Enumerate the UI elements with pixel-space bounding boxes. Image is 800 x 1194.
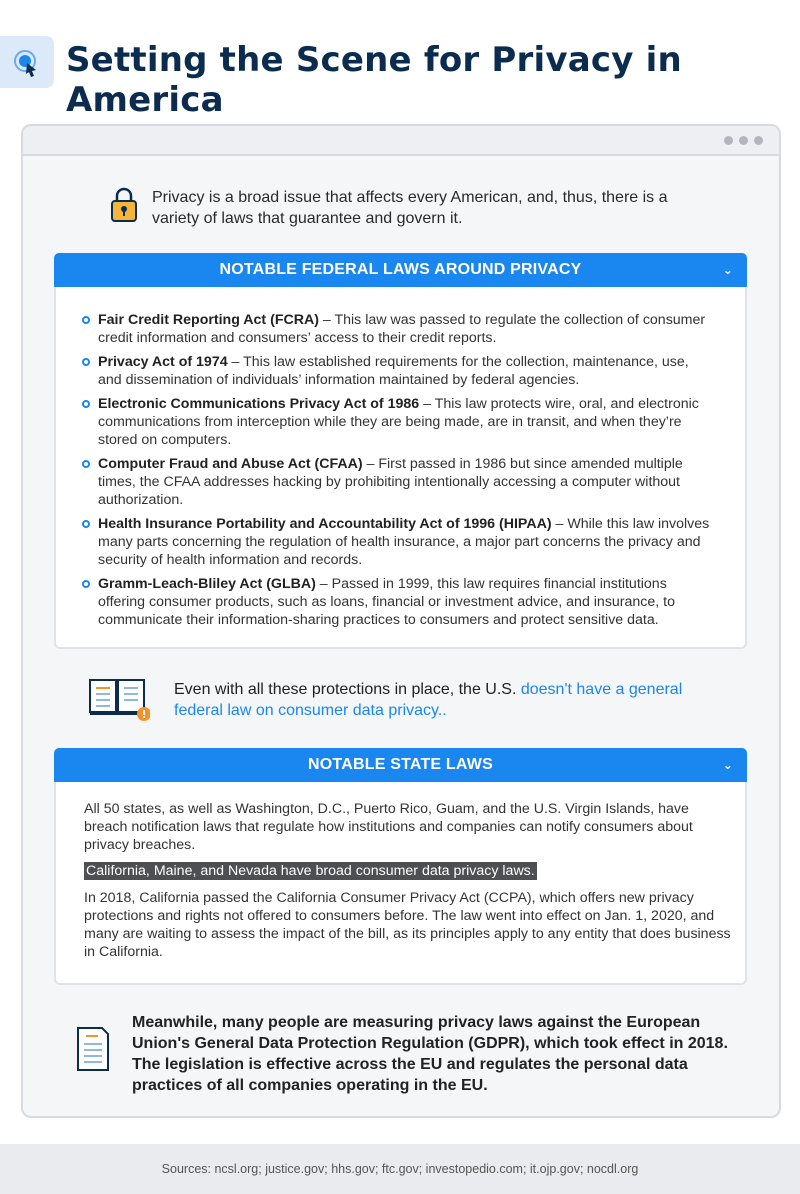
window-dot-icon (724, 136, 733, 145)
highlighted-statement: California, Maine, and Nevada have broad consumer data privacy laws. (86, 863, 535, 879)
federal-laws-panel (54, 253, 747, 649)
federal-law-item (82, 353, 712, 389)
law-description: – First passed in 1986 but since amended multiple times, the CFAA addresses hacking by prohibiting intentionally accessing a computer without authorization. (98, 456, 683, 508)
intro-text: Privacy is a broad issue that affects every American, and, thus, there is a variety of laws that guarantee and govern it. (152, 189, 668, 227)
law-description: – While this law involves many parts concerning the regulation of health insurance, a major part concerns the privacy and security of health information and records. (98, 516, 710, 568)
law-name: Privacy Act of 1974 (98, 354, 228, 370)
page-title: Setting the Scene for Privacy in America (66, 40, 682, 120)
bullet-icon (82, 580, 90, 588)
state-laws-heading: NOTABLE STATE LAWS (308, 756, 493, 773)
padlock-icon (109, 186, 139, 224)
cursor-click-icon (0, 36, 54, 88)
bullet-icon (82, 520, 90, 528)
federal-law-item (82, 395, 712, 449)
bullet-icon (82, 400, 90, 408)
state-laws-body (84, 800, 734, 961)
document-icon (76, 1024, 110, 1072)
callout-link[interactable]: doesn't have a general federal law on consumer data privacy.. (174, 681, 683, 719)
state-laws-panel (54, 748, 747, 985)
breach-notification-paragraph: All 50 states, as well as Washington, D.C., Puerto Rico, Guam, and the U.S. Virgin Islands, have breach notification laws that regulate how institutions and companies can notify consumers about privacy breaches. (84, 801, 693, 853)
open-book-alert-icon (88, 676, 150, 722)
law-description: – This law was passed to regulate the collection of consumer credit information and consumers’ access to their credit reports. (98, 312, 706, 346)
chevron-down-icon[interactable]: ⌄ (722, 758, 733, 772)
window-dot-icon (754, 136, 763, 145)
page-header (0, 0, 800, 125)
federal-laws-list (82, 311, 712, 635)
browser-title-bar (23, 126, 779, 156)
gdpr-callout: Meanwhile, many people are measuring privacy laws against the European Union's General Data Protection Regulation (GDPR), which took effect in 2018. The legislation is effective across the EU and regulates the personal data practices of all companies operating in the EU. (132, 1014, 728, 1094)
federal-laws-header[interactable] (54, 253, 747, 287)
federal-law-item (82, 515, 712, 569)
window-dot-icon (739, 136, 748, 145)
chevron-down-icon[interactable]: ⌄ (722, 263, 733, 277)
law-description: – This law established requirements for the collection, maintenance, use, and dissemination of individuals’ information maintained by federal agencies. (98, 354, 689, 388)
no-federal-law-callout (174, 679, 734, 721)
ccpa-paragraph: In 2018, California passed the California Consumer Privacy Act (CCPA), which offers new privacy protections and rights not offered to consumers before. The law went into effect on Jan. 1, 2020, and many are waiting to assess the impact of the bill, as its principles apply to any entity that does business in California. (84, 890, 731, 960)
bullet-icon (82, 316, 90, 324)
law-name: Gramm-Leach-Bliley Act (GLBA) (98, 576, 316, 592)
callout-text: Even with all these protections in place, the U.S. (174, 681, 521, 698)
law-description: – This law protects wire, oral, and electronic communications from interception while they are being made, are in transit, and when they’re stored on computers. (98, 396, 699, 448)
law-name: Health Insurance Portability and Accountability Act of 1996 (HIPAA) (98, 516, 552, 532)
state-laws-header[interactable] (54, 748, 747, 782)
bullet-icon (82, 358, 90, 366)
federal-law-item (82, 575, 712, 629)
law-name: Electronic Communications Privacy Act of 1986 (98, 396, 420, 412)
window-controls (724, 136, 763, 145)
federal-laws-heading: NOTABLE FEDERAL LAWS AROUND PRIVACY (219, 261, 582, 278)
law-name: Computer Fraud and Abuse Act (CFAA) (98, 456, 363, 472)
law-name: Fair Credit Reporting Act (FCRA) (98, 312, 319, 328)
law-description: – Passed in 1999, this law requires financial institutions offering consumer products, such as loans, financial or investment advice, and insurance, to communicate their information-sharing practices to consumers and protect sensitive data. (98, 576, 676, 628)
federal-law-item (82, 455, 712, 509)
bullet-icon (82, 460, 90, 468)
federal-law-item (82, 311, 712, 347)
sources-footer: Sources: ncsl.org; justice.gov; hhs.gov; ftc.gov; investopedio.com; it.ojp.gov; nocdl.org (0, 1144, 800, 1194)
